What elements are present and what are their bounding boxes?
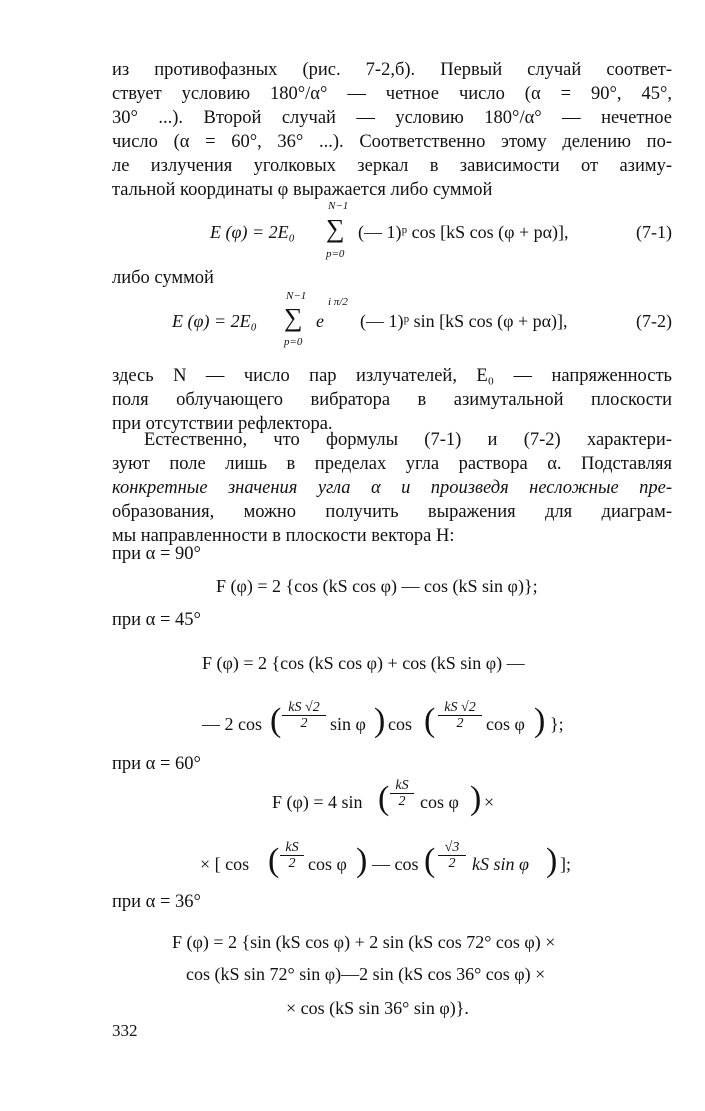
- formula-part: F (φ) = 4 sin: [272, 792, 363, 812]
- equation-number: (7-1): [636, 222, 672, 242]
- formula-part: cos φ: [486, 714, 525, 734]
- formula-alpha-36-line2: cos (kS sin 72° sin φ)—2 sin (kS cos 36° cos φ) ×: [186, 964, 546, 984]
- sigma-symbol: ∑: [284, 303, 303, 332]
- formula-part: cos: [388, 714, 412, 734]
- formula-part: ×: [484, 792, 495, 812]
- formula-part: ];: [560, 854, 571, 874]
- fraction: $\frac{√3}{2}$: [438, 840, 466, 871]
- text-line: Естественно, что формулы (7-1) и (7-2) характери-: [144, 430, 672, 450]
- left-paren: (: [424, 702, 436, 739]
- right-paren: ): [356, 842, 368, 879]
- right-paren: ): [546, 842, 558, 879]
- right-paren: ): [374, 702, 386, 739]
- formula-part: kS sin φ: [472, 854, 529, 874]
- fraction: $\frac{kS}{2}$: [280, 840, 304, 871]
- equation-lhs: E (φ) = 2E₀: [210, 222, 295, 242]
- equation-rhs: (— 1)ᵖ cos [kS cos (φ + pα)],: [358, 222, 569, 242]
- right-paren: ): [534, 702, 546, 739]
- text-line: мы направленности в плоскости вектора H:: [112, 526, 455, 546]
- exponent-base: e: [316, 311, 324, 331]
- sum-lower-limit: p=0: [326, 248, 345, 260]
- text-line: из противофазных (рис. 7-2,б). Первый случай соответ-: [112, 60, 672, 80]
- text-line: конкретные значения угла α и произведя несложные пре-: [112, 478, 672, 498]
- sum-upper-limit: N−1: [328, 200, 349, 212]
- exponent-power: i π/2: [328, 296, 348, 308]
- formula-part: };: [550, 714, 564, 734]
- formula-alpha-90: F (φ) = 2 {cos (kS cos φ) — cos (kS sin φ)};: [216, 576, 538, 596]
- formula-part: — 2 cos: [202, 714, 262, 734]
- sigma-symbol: ∑: [326, 214, 345, 243]
- page-number: 332: [112, 1021, 138, 1040]
- sum-lower-limit: p=0: [284, 336, 303, 348]
- formula-alpha-36-line1: F (φ) = 2 {sin (kS cos φ) + 2 sin (kS cos 72° cos φ) ×: [172, 932, 556, 952]
- text-line: число (α = 60°, 36° ...). Соответственно этому делению по-: [112, 132, 672, 152]
- formula-alpha-45-line1: F (φ) = 2 {cos (kS cos φ) + cos (kS sin φ) —: [202, 653, 525, 673]
- case-label: при α = 60°: [112, 754, 201, 774]
- left-paren: (: [270, 702, 282, 739]
- text-line: тальной координаты φ выражается либо суммой: [112, 180, 493, 200]
- formula-part: × [ cos: [200, 854, 250, 874]
- text-line: образования, можно получить выражения для диаграм-: [112, 502, 672, 522]
- formula-part: sin φ: [330, 714, 366, 734]
- text-line: ствует условию 180°/α° — четное число (α = 90°, 45°,: [112, 84, 672, 104]
- case-label: при α = 90°: [112, 544, 201, 564]
- text-line: зуют поле лишь в пределах угла раствора α. Подставляя: [112, 454, 672, 474]
- formula-alpha-36-line3: × cos (kS sin 36° sin φ)}.: [286, 998, 469, 1018]
- text-line: либо суммой: [112, 268, 214, 288]
- equation-rhs: (— 1)ᵖ sin [kS cos (φ + pα)],: [360, 311, 568, 331]
- text-line: при отсутствии рефлектора.: [112, 414, 333, 434]
- left-paren: (: [268, 842, 280, 879]
- formula-part: cos φ: [308, 854, 347, 874]
- formula-part: cos φ: [420, 792, 459, 812]
- fraction: $\frac{kS √2}{2}$: [282, 700, 326, 731]
- fraction: $\frac{kS √2}{2}$: [438, 700, 482, 731]
- left-paren: (: [378, 780, 390, 817]
- right-paren: ): [470, 780, 482, 817]
- text-line: поля облучающего вибратора в азимутальной плоскости: [112, 390, 672, 410]
- left-paren: (: [424, 842, 436, 879]
- formula-part: — cos: [372, 854, 419, 874]
- fraction: $\frac{kS}{2}$: [390, 778, 414, 809]
- text-line: здесь N — число пар излучателей, E₀ — напряженность: [112, 366, 672, 386]
- text-line: ле излучения уголковых зеркал в зависимости от азиму-: [112, 156, 672, 176]
- case-label: при α = 45°: [112, 610, 201, 630]
- text-line: 30° ...). Второй случай — условию 180°/α° — нечетное: [112, 108, 672, 128]
- case-label: при α = 36°: [112, 892, 201, 912]
- equation-lhs: E (φ) = 2E₀: [172, 311, 257, 331]
- sum-upper-limit: N−1: [286, 290, 307, 302]
- equation-number: (7-2): [636, 311, 672, 331]
